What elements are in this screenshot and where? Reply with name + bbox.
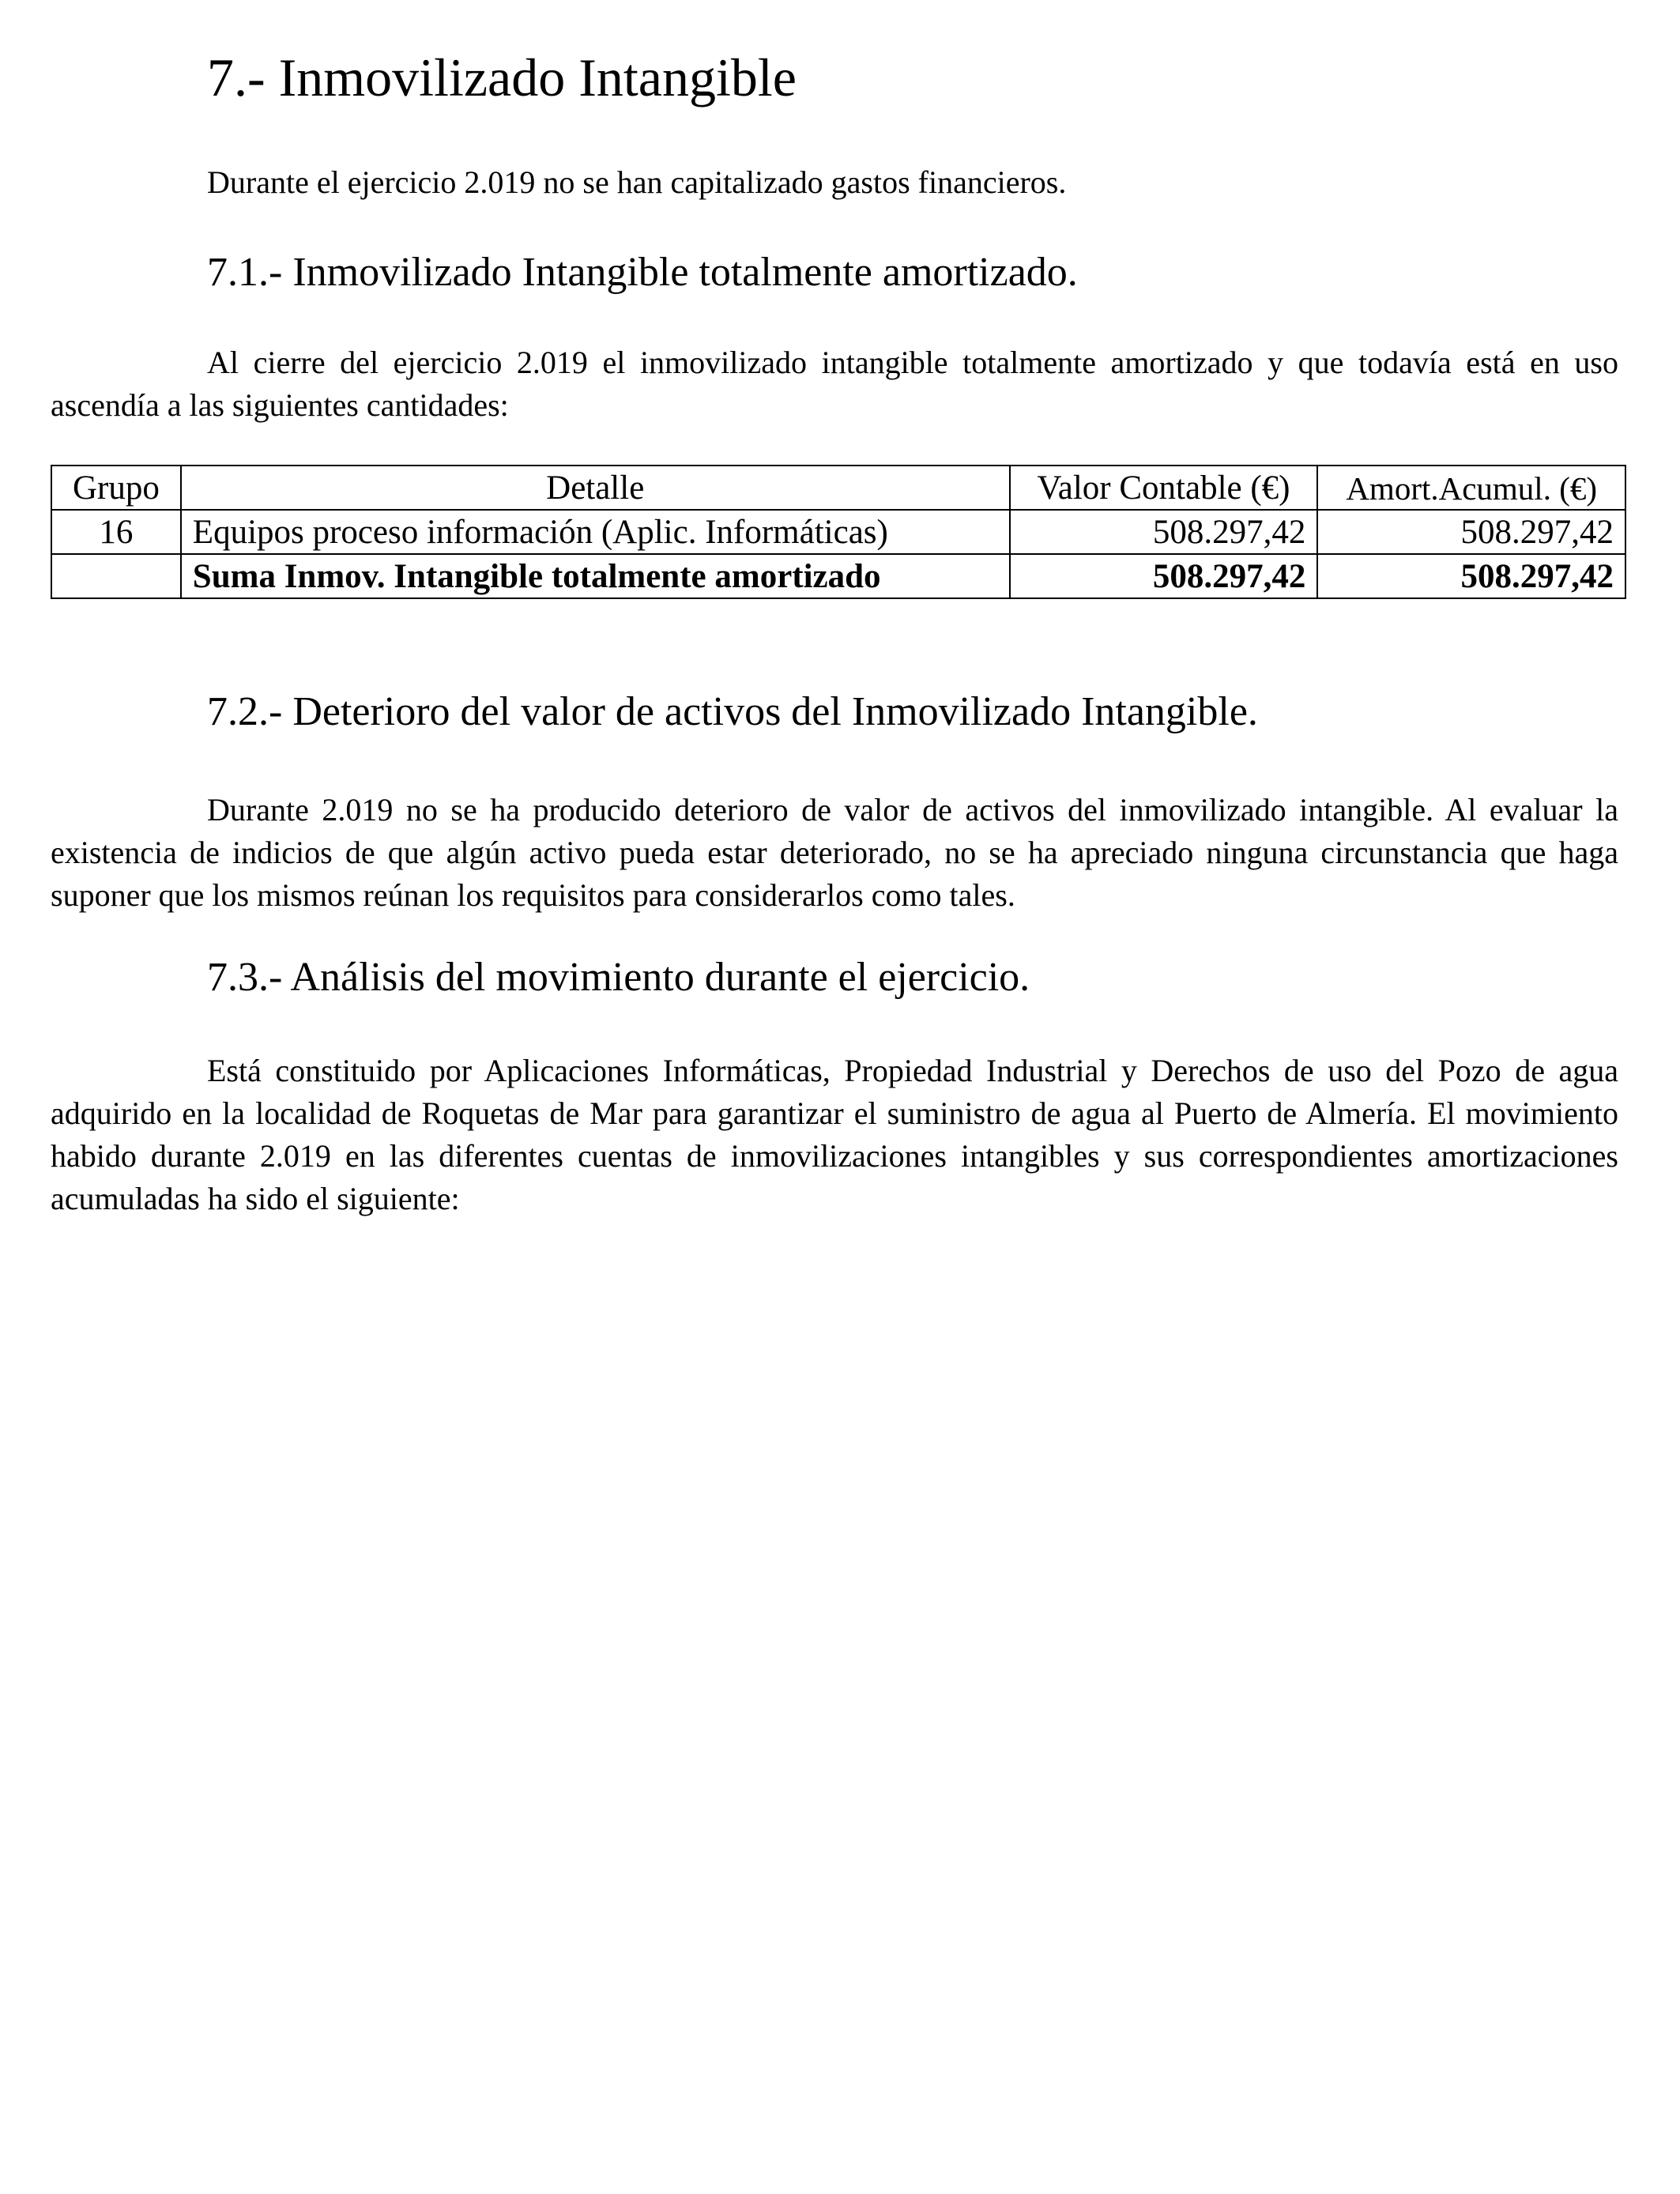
header-grupo: Grupo bbox=[51, 466, 181, 510]
header-valor-contable: Valor Contable (€) bbox=[1010, 466, 1318, 510]
table-row bbox=[51, 510, 1625, 554]
section-7-2-title: 7.2.- Deterioro del valor de activos del Inmovilizado Intangible. bbox=[207, 689, 1258, 734]
table-total-row bbox=[51, 554, 1625, 598]
total-grupo bbox=[51, 554, 181, 598]
section-7-title: 7.- Inmovilizado Intangible bbox=[207, 47, 797, 107]
header-amort-acumul: Amort.Acumul. (€) bbox=[1317, 466, 1625, 510]
fully-amortized-table bbox=[51, 465, 1626, 599]
cell-grupo: 16 bbox=[51, 510, 181, 554]
total-amort-acumul: 508.297,42 bbox=[1317, 554, 1625, 598]
section-7-3-paragraph: Está constituido por Aplicaciones Informáticas, Propiedad Industrial y Derechos de uso del Pozo de agua adquirido en la localidad de Roquetas de Mar para garantizar el suministro de agua al Puerto de Almería. El movimiento habido durante 2.019 en las diferentes cuentas de inmovilizaciones intangibles y sus correspondientes amortizaciones acumuladas ha sido el siguiente: bbox=[51, 1053, 1618, 1216]
total-valor-contable: 508.297,42 bbox=[1010, 554, 1318, 598]
section-7-2-paragraph: Durante 2.019 no se ha producido deterioro de valor de activos del inmovilizado intangible. Al evaluar la existencia de indicios de que algún activo pueda estar deteriorado, no se ha apreciado ninguna circunstancia que haga suponer que los mismos reúnan los requisitos para considerarlos como tales. bbox=[51, 792, 1618, 913]
section-7-intro: Durante el ejercicio 2.019 no se han capitalizado gastos financieros. bbox=[207, 164, 1067, 200]
section-7-3-title: 7.3.- Análisis del movimiento durante el ejercicio. bbox=[207, 955, 1030, 1000]
cell-amort-acumul: 508.297,42 bbox=[1317, 510, 1625, 554]
header-detalle: Detalle bbox=[181, 466, 1010, 510]
section-7-1-paragraph: Al cierre del ejercicio 2.019 el inmovilizado intangible totalmente amortizado y que todavía está en uso ascendía a las siguientes cantidades: bbox=[51, 345, 1618, 423]
cell-detalle: Equipos proceso información (Aplic. Informáticas) bbox=[181, 510, 1010, 554]
table-header-row bbox=[51, 466, 1625, 510]
total-detalle: Suma Inmov. Intangible totalmente amortizado bbox=[181, 554, 1010, 598]
section-7-1-title: 7.1.- Inmovilizado Intangible totalmente amortizado. bbox=[207, 250, 1078, 295]
cell-valor-contable: 508.297,42 bbox=[1010, 510, 1318, 554]
